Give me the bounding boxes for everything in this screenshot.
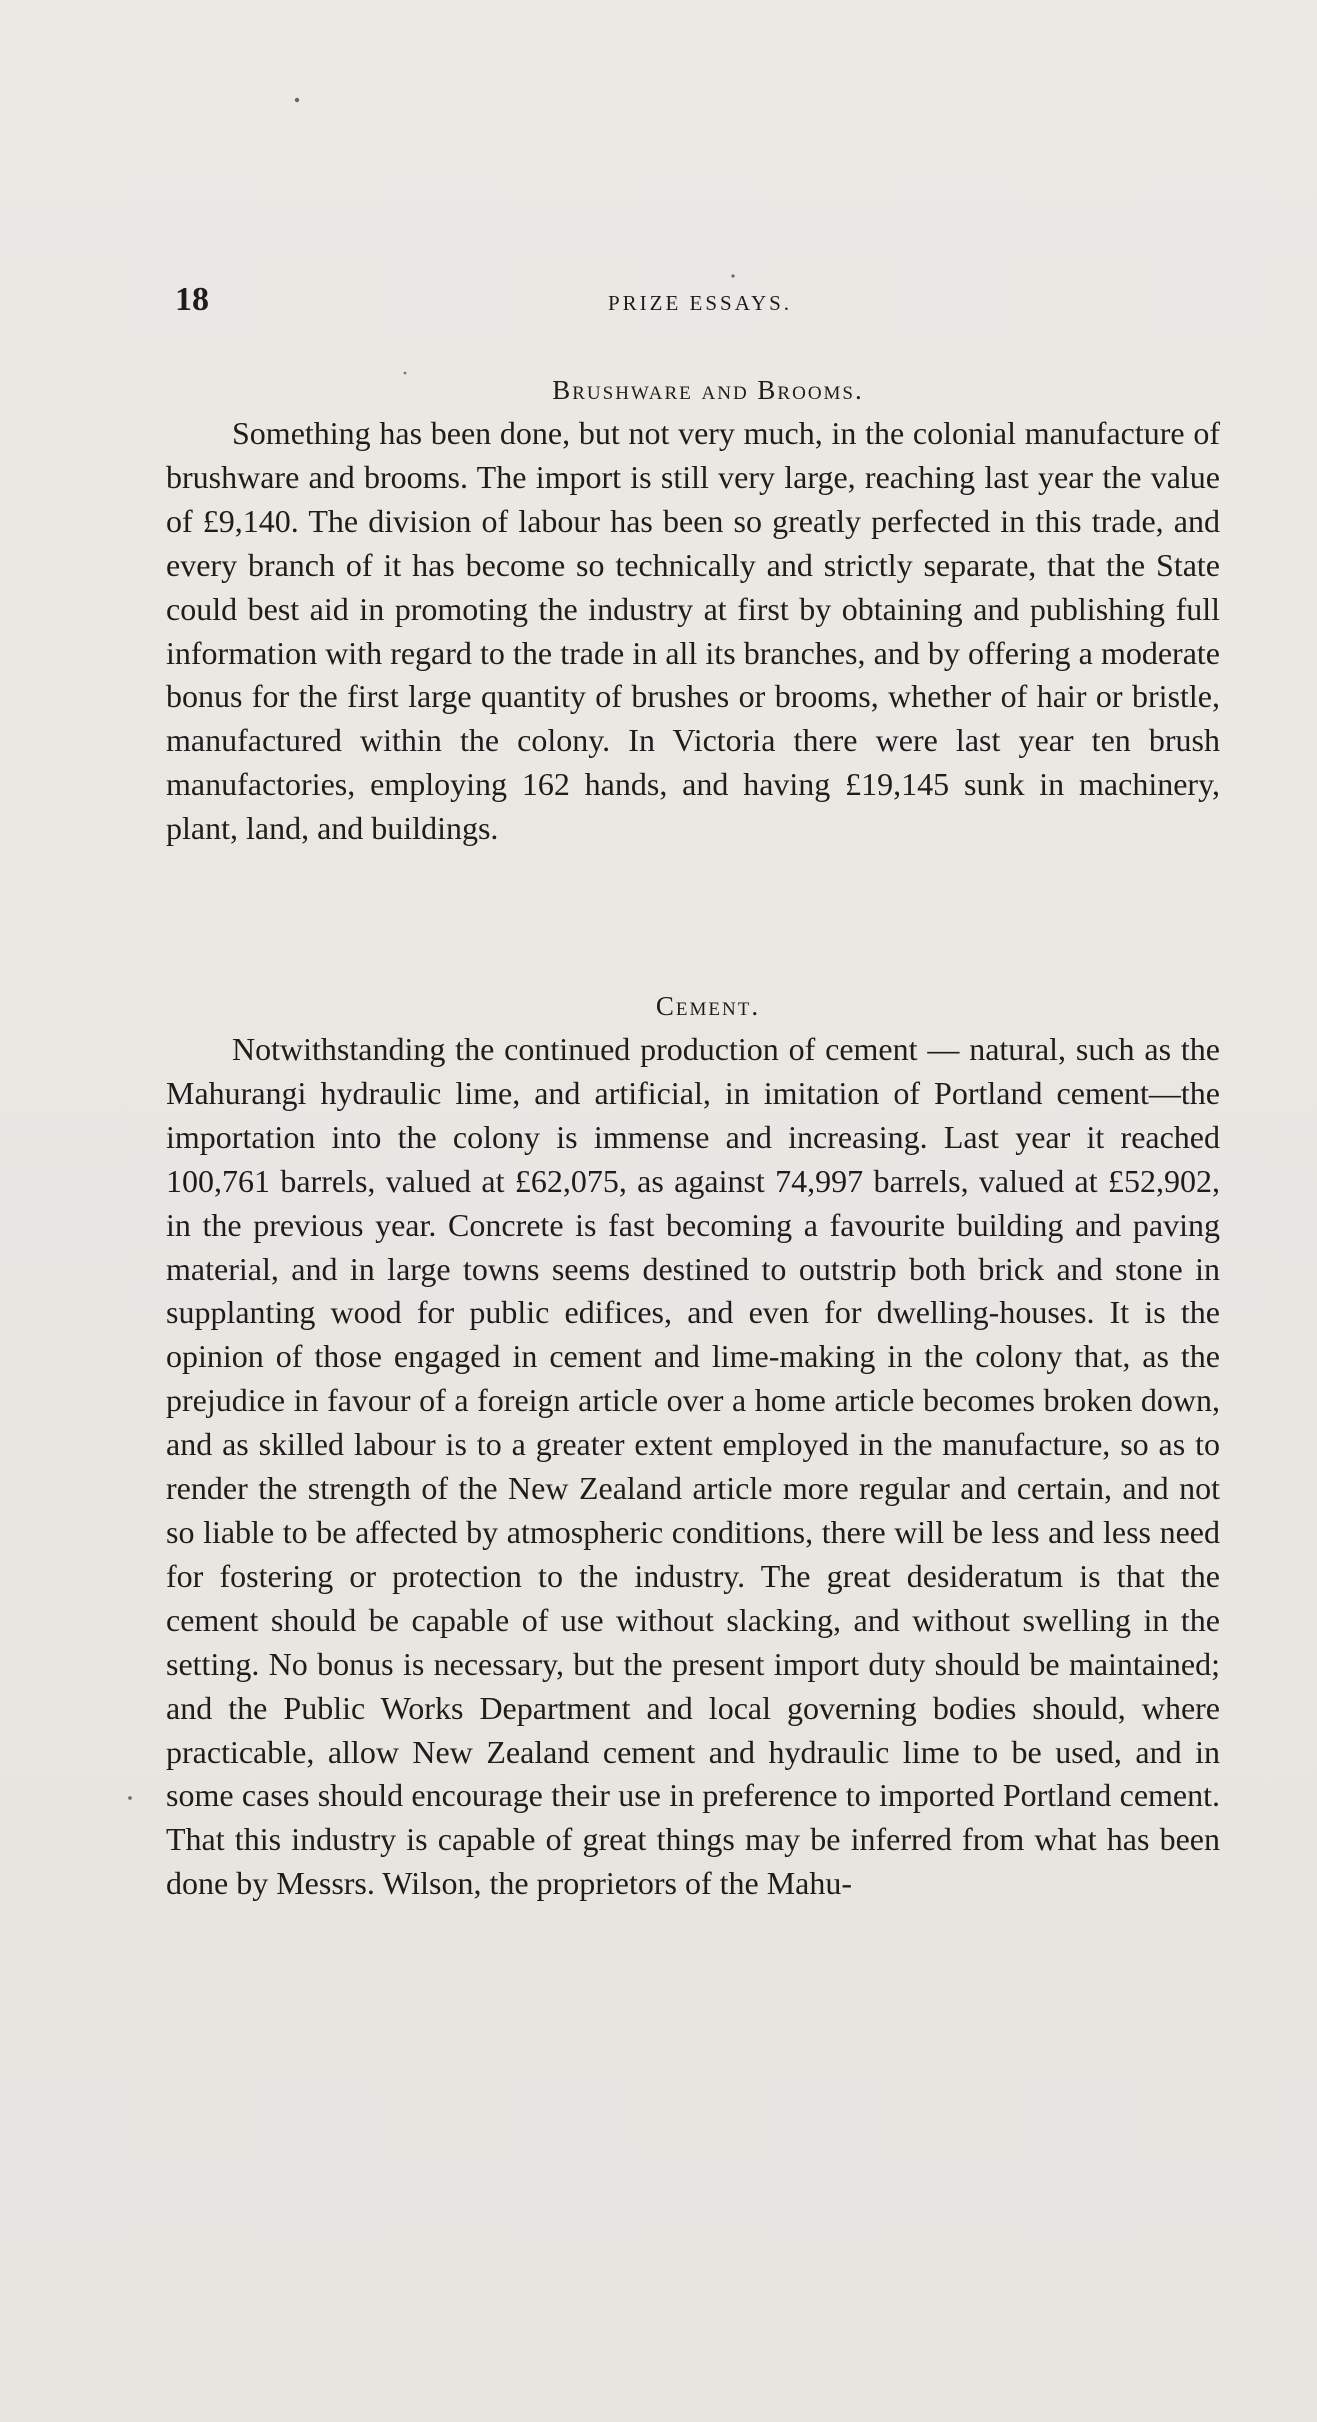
section-cement bbox=[166, 988, 1220, 1906]
page-number: 18 bbox=[175, 281, 209, 318]
section-paragraph: Notwithstanding the continued production of cement — natural, such as the Mahurangi hydraulic lime, and artificial, in imitation of Portland cement—the importation into the colony is immense and increasing. Last year it reached 100,761 barrels, valued at £62,075, as against 74,997 barrels, valued at £52,902, in the previous year. Concrete is fast becoming a favourite building and paving material, and in large towns seems destined to outstrip both brick and stone in supplanting wood for public edifices, and even for dwelling-houses. It is the opinion of those engaged in cement and lime-making in the colony that, as the prejudice in favour of a foreign article over a home article becomes broken down, and as skilled labour is to a greater extent employed in the manufacture, so as to render the strength of the New Zealand article more regular and certain, and not so liable to be affected by atmospheric conditions, there will be less and less need for fostering or protection to the industry. The great desideratum is that the cement should be capable of use without slacking, and without swelling in the setting. No bonus is necessary, but the present import duty should be maintained; and the Public Works Department and local governing bodies should, where practicable, allow New Zealand cement and hydraulic lime to be used, and in some cases should encourage their use in preference to imported Portland cement. That this industry is capable of great things may be inferred from what has been done by Messrs. Wilson, the proprietors of the Mahu- bbox=[166, 1031, 1220, 1902]
paper-speck bbox=[731, 274, 734, 277]
paper-speck bbox=[128, 1796, 132, 1800]
section-heading: Brushware and Brooms. bbox=[552, 375, 864, 405]
section-brushware bbox=[166, 372, 1220, 851]
running-title: PRIZE ESSAYS. bbox=[607, 291, 793, 315]
section-paragraph: Something has been done, but not very much, in the colonial manufacture of brushware and brooms. The import is still very large, reaching last year the value of £9,140. The division of labour has been so greatly perfected in this trade, and every branch of it has become so technically and strictly separate, that the State could best aid in promoting the industry at first by obtaining and publishing full information with regard to the trade in all its branches, and by offering a moderate bonus for the first large quantity of brushes or brooms, whether of hair or bristle, manufactured within the colony. In Victoria there were last year ten brush manufactories, employing 162 hands, and having £19,145 sunk in machinery, plant, land, and buildings. bbox=[166, 415, 1220, 847]
page-header bbox=[175, 280, 1225, 320]
section-heading: Cement. bbox=[655, 991, 761, 1021]
paper-speck bbox=[295, 98, 299, 102]
